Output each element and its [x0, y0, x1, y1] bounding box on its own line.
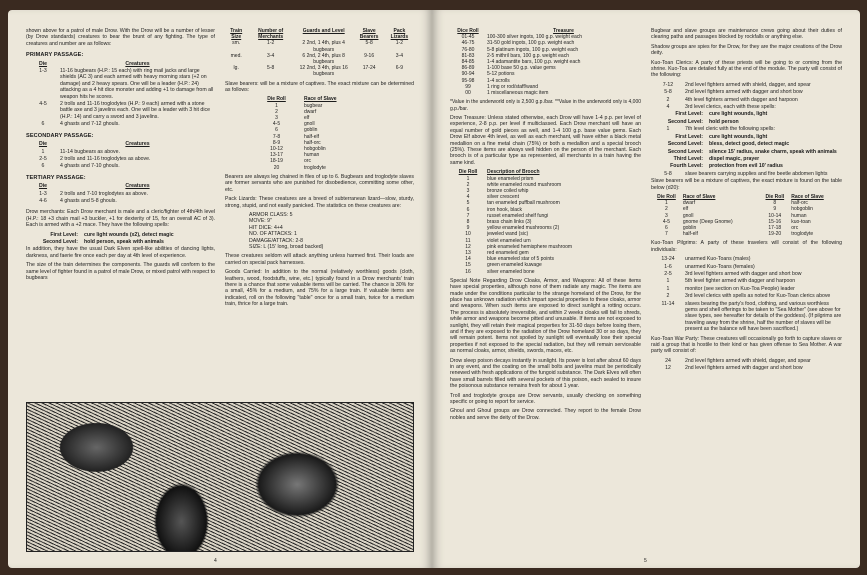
drow-treasure-text: Drow Treasure: Unless stated otherwise, each Drow will have 1-4 p.p. per level of experience, 2-8 p.p. per level if multiclassed. Each Drow merchant will have an equal number of gold pieces as well, and 1-4 100 g.p. base value gems. Each Drow Elf above 4th level, as well as each merchant, will have either a black metal medallion on a fine metal chain (75%) or both a medallion and a special brooch (25%). These items are always well hidden on the person of the merchant. Each brooch is of a particular type as represented, all merchants in a train having the same kind.: [450, 115, 641, 166]
table-row: 3 elf: [275, 115, 310, 122]
table-row: 2 elf 9 hobgoblin: [665, 206, 813, 213]
list-item: 7-12 2nd level fighters armed with shield, dagger, and spear: [662, 81, 811, 88]
table-row: 81-83 2-5 mithril bars, 100 g.p. weight each: [461, 52, 569, 59]
table-row: 76-80 5-8 platinum ingots, 100 g.p. weight each: [461, 46, 579, 53]
table-row: 13-17 human: [270, 152, 320, 159]
table-row: 9 yellow enameled mushrooms (2): [466, 225, 560, 232]
table-row: 2-5 2 trolls and 11-16 troglodytes as above.: [39, 155, 151, 162]
table-row: 12 pink enameled hemisphere mushroom: [465, 243, 573, 250]
table-row: 10 jeweled wand (sic): [465, 231, 529, 238]
table-row: 2 white enameled round mushroom: [466, 181, 562, 188]
list-item: 4 3rd level clerics, each with these spells:: [666, 104, 776, 111]
table-row: 1 dwarf 8 half-orc: [665, 200, 808, 207]
table-row: 4-5 gnome (Deep Gnome) 15-16 kuo-toan: [662, 218, 811, 225]
page-number: 4: [214, 557, 217, 564]
pilgrims-text: Kuo-Toan Pilgrims: A party of these travelers will consist of the following individuals:: [651, 240, 842, 253]
table-row: 8-9 half-orc: [272, 139, 321, 146]
slave-mix-table: Die Roll Race of Slave Die Roll Race of Slave 1 dwarf 8 half-orc 2 elf 9 hobgoblin 3 gnoll 10-14 human 4-5 gnome (Deep Gnome) 15-16 kuo-toan 6 goblin 17-18 orc 7 half-elf 19-20 troglodyte: [651, 194, 842, 237]
table-row: 3 bronze coiled whip: [466, 187, 529, 194]
slave-table: Die Roll Race of Slave 1 bugbear 2 dwarf 3 elf 4-5 gnoll 6 goblin 7-8 half-elf 8-9 half-orc 10-12 hobgoblin 13-17 human 18-19 orc 20 troglodyte: [250, 96, 392, 170]
list-item: 13-24 unarmed Kuo-Toans (males): [661, 256, 751, 263]
col-die: Die: [38, 60, 48, 67]
shadow-groups-text: Shadow groups are spies for the Drow, for they are the major creations of the Drow deity.: [651, 43, 842, 57]
table-row: 11 violet enameled urn: [465, 237, 531, 244]
left-column-1: shown above for a patrol of male Drow. With the Drow will be a number of lesser (by Drow standards) creatures to bear the brunt of any fighting. The type of creatures and number are as follows: PRIMARY PASSAGE: Die Creatures 1-3 11-16 bugbears (H.P.: 15 each) with ring mail jacks and large shields (AC 3) and each armed with heavy morning stars (+2 on damage) and 2 heavy spears. One will be a leader (H.P.: 24) attacking as a 4 hit dice monster and adding +1 to damage from all weapon hits he scores. 4-5 2 trolls and 11-16 troglodytes (H.P.: 9 each) armed with a stone battle axe and 3 javelins each. One will be a leader with 3 hit dice (H.P.: 14) and carry a sword and 3 javelins. 6 4 ghasts and 7-12 ghouls. SECONDARY PASSAGE: Die Creatures 1 11-14 bugbears as above. 2-5 2 trolls and 11-16 troglodytes as above. 6 4 ghasts and 7-10 ghouls. TERTIARY PASSAGE: Die Creatures 1-3 2 trolls and 7-10 troglodytes as above. 4-6 4 ghasts and 5-8 ghouls. Drow merchants: Each Drow merchant is male and a cleric/fighter of 4th/4th level (H.P.: 18 +3 chain mail +3 buckler, +1 for dexterity of 15, for an overall AC of 3). Each is armed with a +2 mace. They have the following spells: First Level: cure light wounds (x2), detect magic Second Level: hold person, speak with animals In addition, they have the usual Dark Elven spell-like abilities of dancing lights, darkness, and faerie fire once each per day at 4th level of experience. The size of the train determines the components. The guards will conform to the same level of fighter found in a patrol of male Drow, or mixed patrol with respect to bugbears: [26, 28, 215, 281]
table-row: 8 brass chain links (3): [466, 218, 532, 225]
kuotoa-clerics-text: Kuo-Toan Clerics: A party of these priests will be going to or coming from the shrine. Kuo-Toa are detailed fully at the end of the module. The party will consist of the following:: [651, 59, 842, 79]
table-row: 7 half-elf 19-20 troglodyte: [665, 231, 814, 238]
table-row: 4-5 2 trolls and 11-16 troglodytes (H.P.: 9 each) armed with a stone battle axe and 3 javelins each. One will be a leader with 3 hit dice (H.P.: 14) and carry a sword and 3 javelins.: [39, 101, 210, 120]
table-row: med. 3-4 6 2nd, 2 4th, plus 8 bugbears 9-16 3-4: [230, 52, 403, 66]
table-row: 6 goblin 17-18 orc: [665, 224, 799, 231]
list-item: 11-14 slaves bearing the party's food, clothing, and various worthless gems and shell offerings to be taken to "Sea Mother" (see above for slave types, see hereafter for details of the goddess). (If pilgrims are traveling away from the shrine, half the number of slaves will be present as the balance will have been sacrificed.): [661, 300, 842, 333]
table-row: 1 blue enameled prism: [466, 175, 534, 182]
treasure-note: *Value in the underworld only is 2,500 g.p./bar. **Value in the underworld only is 4,000 g.p./bar.: [450, 99, 641, 112]
table-row: 1 bugbear: [275, 102, 323, 109]
war-party-text: Kuo-Toan War Party: These creatures will occasionally go forth to capture slaves or raid a group that is hostile to their kind or has given offense to Sea Mother. A war party will consist of:: [651, 335, 842, 355]
table-row: 20 troglodyte: [273, 164, 326, 171]
table-row: 10-12 hobgoblin: [270, 146, 326, 153]
right-column-1: [450, 28, 641, 558]
troll-groups-text: Troll and troglodyte groups are Drow servants, usually checking on something specific or going to report for service.: [450, 392, 641, 406]
table-row: 7 russet enameled shelf fungi: [466, 212, 549, 219]
ghoul-groups-text: Ghoul and Ghoul groups are Drow connected. They report to the female Drow nobles and serve the deity of the Drow.: [450, 408, 641, 421]
slave-bearers-text: Slave bearers: will be a mixture of captives. The exact mixture can be determined as follows:: [225, 80, 414, 94]
treasure-table: Dice Roll Treasure 01-45 100-300 silver ingots, 100 g.p. weight each 46-75 31-50 gold ingots, 100 g.p. weight each 76-80 5-8 platinum ingots, 100 g.p. weight each 81-83 2-5 mithril bars, 100 g.p. weight each 84-85 1-4 adamantite bars, 100 g.p. weight each 86-89 1-100 base 50 g.p. value gems 90-94 5-12 potions 95-98 1-4 scrolls 99 1 ring or rod/staff/wand 00 1 miscellaneous magic item: [450, 28, 641, 96]
table-row: 01-45 100-300 silver ingots, 100 g.p. weight each: [461, 34, 583, 41]
col-creatures: Creatures: [125, 60, 150, 67]
table-row: 1 11-14 bugbears as above.: [41, 148, 120, 155]
right-page: [432, 10, 860, 568]
table-row: 15 green enameled kuwage: [465, 262, 542, 269]
sleep-poison-text: Drow sleep poison decays instantly in sunlight. Its power is lost after about 60 days in any event, and the coating on the small bolts and javelins must be periodically renewed with fresh applications of the fungoid substance. The Dark Elves will often have small barrels filled with several pockets of this poison, each sealed to insure the poisonous substance remains fresh for about 1 year.: [450, 357, 641, 390]
merchants-text-3: The size of the train determines the components. The guards will conform to the same level of fighter found in a patrol of male Drow, or mixed patrol with respect to bugbears: [26, 262, 215, 281]
table-row: sm. 1-2 2 2nd, 1 4th, plus 4 bugbears 5-8 1-2: [232, 40, 403, 53]
list-item: 1 7th level cleric with the following spells:: [666, 126, 775, 133]
table-row: 16 silver enameled bone: [465, 268, 535, 275]
table-row: 4-5 gnoll: [272, 121, 315, 128]
secondary-heading: SECONDARY PASSAGE:: [26, 132, 94, 139]
table-row: 4-6 4 ghasts and 5-8 ghouls.: [39, 197, 117, 204]
table-row: 84-85 1-4 adamantite bars, 100 g.p. weight each: [461, 59, 581, 66]
table-row: 3 gnoll 10-14 human: [665, 212, 807, 219]
train-table: Train Size Number of Merchants Guards and Level Slave Bearers Pack Lizards sm. 1-2 2 2nd, 1 4th, plus 4 bugbears 5-8 1-2 med. 3-4 6 2nd, 2 4th, plus 8 bugbears 9-16 3-4 lg. 5-8 12 2nd, 3 4th, plus 16 bugbears 17-24 6-9: [225, 28, 414, 78]
table-row: 46-75 31-50 gold ingots, 100 g.p. weight each: [461, 40, 575, 47]
left-page: [8, 10, 432, 568]
table-row: 6 4 ghasts and 7-12 ghouls.: [41, 121, 120, 128]
table-row: 2 dwarf: [275, 108, 317, 115]
bugbear-groups-text: Bugbear and slave groups are maintenance crews going about their duties of clearing paths and passages blocked by rockfalls or anything else.: [651, 28, 842, 41]
table-row: 95-98 1-4 scrolls: [461, 77, 510, 84]
page-number: 5: [644, 557, 647, 564]
table-row: 1-3 11-16 bugbears (H.P.: 15 each) with ring mail jacks and large shields (AC 3) and each armed with heavy morning stars (+2 on damage) and 2 heavy spears. One will be a leader (H.P.: 24) attacking as a 4 hit dice monster and adding +1 to damage from all weapon hits he scores.: [39, 68, 214, 100]
table-row: 6 iron hook, black: [466, 206, 523, 213]
table-row: 99 1 ring or rod/staff/wand: [465, 83, 539, 90]
table-row: 86-89 1-100 base 50 g.p. value gems: [461, 65, 556, 72]
merchants-text-2: In addition, they have the usual Dark Elven spell-like abilities of dancing lights, darkness, and faerie fire once each per day at 4th level of experience.: [26, 246, 215, 259]
table-row: 7-8 half-elf: [272, 133, 320, 140]
table-row: 1-3 2 trolls and 7-10 troglodytes as above.: [39, 190, 148, 197]
table-row: 18-19 orc: [270, 158, 311, 165]
list-item: 12 2nd level fighters armed with dagger and short bow: [665, 365, 803, 372]
primary-heading: PRIMARY PASSAGE:: [26, 52, 84, 59]
list-item: 1-6 unarmed Kuo-Toans (females): [664, 263, 755, 270]
bearers-text: Bearers are always leg chained in files of up to 6. Bugbears and troglodyte slaves are former servants who are punished for disobedience, committing some other, etc.: [225, 173, 414, 193]
table-row: 5 tan enameled puffball mushroom: [466, 200, 560, 207]
table-row: 13 red enameled gem: [465, 249, 529, 256]
list-item: 5-8 2nd level fighters armed with dagger and short bow: [664, 89, 803, 96]
list-item: 1 5th level fighter armed with dagger and harpoon: [666, 278, 796, 285]
table-row: 90-94 5-12 potions: [461, 71, 515, 78]
list-item: 24 2nd level fighters armed with shield, dagger, and spear: [665, 357, 811, 364]
table-row: lg. 5-8 12 2nd, 3 4th, plus 16 bugbears 17-24 6-9: [233, 65, 403, 78]
right-column-2: Bugbear and slave groups are maintenance crews going about their duties of clearing paths and passages blocked by rockfalls or anything else. Shadow groups are spies for the Drow, for they are the major creations of the Drow deity. Kuo-Toan Clerics: A party of these priests will be going to or coming from the shrine. Kuo-Toa are detailed fully at the end of the module. The party will consist of the following: 7-12 2nd level fighters armed with shield, dagger, and spear 5-8 2nd level fighters armed with dagger and short bow 2 4th level fighters armed with dagger and harpoon 4 3rd level clerics, each with these spells: First Level: cure light wounds, light Second Level: hold person 1 7th level cleric with the following spells: First Level: cure light wounds, light Second Level: bless, detect good, detect magic Second Level: silence 15' radius, snake charm, speak with animals Third Level: dispel magic, prayer Fourth Level: protection from evil 10' radius 5-8 slave bearers carrying supplies and fire beetle abdomen lights Slave bearers will be a mixture of captives, the exact mixture is found on the table below (d20): Die Roll Race of Slave Die Roll Race of Slave 1 dwarf 8 half-orc 2 elf 9 hobgoblin 3 gnoll 10-14 human 4-5 gnome (Deep Gnome) 15-16 kuo-toan 6 goblin 17-18 orc 7 half-elf 19-20 troglodyte Kuo-Toan Pilgrims: A party of these travelers will consist of the following individuals: 13-24 unarmed Kuo-Toans (males) 1-6 unarmed Kuo-Toans (females) 2-5 3rd level fighters armed with dagger and short bow 1 5th level fighter armed with dagger and harpoon 1 monitor (see section on Kuo-Toa People) leader 2 3rd level clerics with spells as noted for Kuo-Toan clerics above 11-14 slaves bearing the party's food, clothing, and various worthless gems and shell offerings to be taken to "Sea Mother" (see above for slave types, see hereafter for details of the goddess). (If pilgrims are traveling away from the shrine, half the number of slaves will be present as the balance will have been sacrificed.) Kuo-Toan War Party: These creatures will occasionally go forth to capture slaves or raid a group that is hostile to their kind or has given offense to Sea Mother. A war party will consist of: 24 2nd level fighters armed with shield, dagger, and spear 12 2nd level fighters armed with dagger and short bow: [651, 28, 842, 372]
tertiary-heading: TERTIARY PASSAGE:: [26, 174, 86, 181]
list-item: 2-5 3rd level fighters armed with dagger and short bow: [664, 270, 802, 277]
lizard-stats: ARMOR CLASS: 5 MOVE: 9" HIT DICE: 4+4 NO. OF ATTACKS: 1 DAMAGE/ATTACK: 2-8 SIZE: L (15' long, broad backed): [249, 211, 324, 250]
special-note-text: Special Note Regarding Drow Cloaks, Armor, and Weapons: All of these items have special properties, although none of them radiate any magic. The items are made under the conditions particular to the strange homeland of the Drow, for the place has unknown radiation which impart special properties to these cloaks, armor and weapons. When such items are exposed to direct sunlight a rotting occurs. The process is absolutely irreversible, and within 2 weeks cloaks will fall to shreds, while armor and weapons become pitted and unusable. If items are not exposed to sunlight, they will retain their magical properties for 31-50 days before losing them, and if they are exposed to the radiation of the Drow homeland 30 or so days, they will remain potent. Items not spoiled by sunlight will eventually lose their special properties if not exposed to the special radiation, but they will remain serviceable as normal cloaks, armor, shields, swords, maces, etc.: [450, 277, 641, 355]
lizards-after-text: These creatures seldom will attack anything unless harmed first. Their loads are carried on special pack harnesses.: [225, 253, 414, 266]
cavern-illustration: [26, 402, 414, 552]
list-item: 2 4th level fighters armed with dagger and harpoon: [666, 96, 798, 103]
brooch-table: Die Roll Description of Brooch 1 blue enameled prism 2 white enameled round mushroom 3 bronze coiled whip 4 silver crescent 5 tan enameled puffball mushroom 6 iron hook, black 7 russet enameled shelf fungi 8 brass chain links (3) 9 yellow enameled mushrooms (2) 10 jeweled wand (sic) 11 violet enameled urn 12 pink enameled hemisphere mushroom 13 red enameled gem 14 blue enameled star of 5 points 15 green enameled kuwage 16 silver enameled bone: [450, 169, 641, 274]
goods-carried-text: Goods Carried: In addition to the normal (relatively worthless) goods (cloth, leathers, wood, foodstuffs, wine, etc.) typically found in a Drow merchants' train there is a chance that some valuable items will be carried. The chance is 30% for a small, 45% for a medium, and 75% for a large train. If valuable items are indicated, roll on the following "table" once for a small train, twice for a medium train, thrice for a large train.: [225, 269, 414, 308]
pack-lizards-text: Pack Lizards: These creatures are a breed of subterranean lizard—slow, sturdy, strong, stupid, and not easily panicked. The statistics on these creatures are:: [225, 196, 414, 209]
merchants-text: Drow merchants: Each Drow merchant is male and a cleric/fighter of 4th/4th level (H.P.: 18 +3 chain mail +3 buckler, +1 for dexterity of 15, for an overall AC of 3). Each is armed with a +2 mace. They have the following spells:: [26, 209, 215, 229]
list-item: 1 monitor (see section on Kuo-Toa People) leader: [666, 285, 795, 292]
list-item: 5-8 slave bearers carrying supplies and fire beetle abdomen lights: [664, 170, 828, 177]
table-row: 4 silver crescent: [466, 194, 519, 201]
list-item: 2 3rd level clerics with spells as noted for Kuo-Toan clerics above: [666, 293, 831, 300]
table-row: 6 4 ghasts and 7-10 ghouls.: [41, 163, 120, 170]
slave-mix-text: Slave bearers will be a mixture of captives, the exact mixture is found on the table below (d20):: [651, 178, 842, 191]
table-row: 6 goblin: [275, 127, 318, 134]
intro-text: shown above for a patrol of male Drow. With the Drow will be a number of lesser (by Drow standards) creatures to bear the brunt of any fighting. The type of creatures and number are as follows:: [26, 28, 215, 47]
table-row: 14 blue enameled star of 5 points: [465, 256, 554, 263]
table-row: 00 1 miscellaneous magic item: [465, 90, 549, 97]
